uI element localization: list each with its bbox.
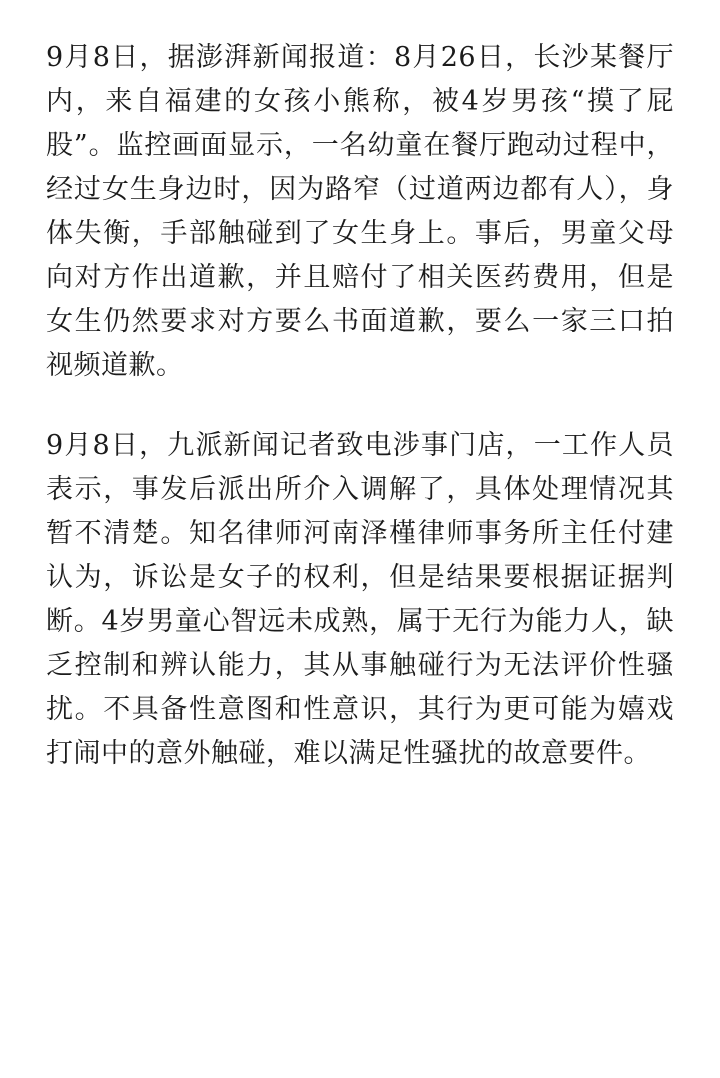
article-paragraph-1: 9月8日，据澎湃新闻报道：8月26日，长沙某餐厅内，来自福建的女孩小熊称，被4岁男孩“摸了屁股”。监控画面显示，一名幼童在餐厅跑动过程中，经过女生身边时，因为路窄（过道两边都有人），身体失衡，手部触碰到了女生身上。事后，男童父母向对方作出道歉，并且赔付了相关医药费用，但是女生仍然要求对方要么书面道歉，要么一家三口拍视频道歉。	[46, 42, 674, 381]
article-paragraph-2: 9月8日，九派新闻记者致电涉事门店，一工作人员表示，事发后派出所介入调解了，具体处理情况其暂不清楚。知名律师河南泽槿律师事务所主任付建认为，诉讼是女子的权利，但是结果要根据证据判断。4岁男童心智远未成熟，属于无行为能力人，缺乏控制和辨认能力，其从事触碰行为无法评价性骚扰。不具备性意图和性意识，其行为更可能为嬉戏打闹中的意外触碰，难以满足性骚扰的故意要件。	[46, 430, 674, 769]
